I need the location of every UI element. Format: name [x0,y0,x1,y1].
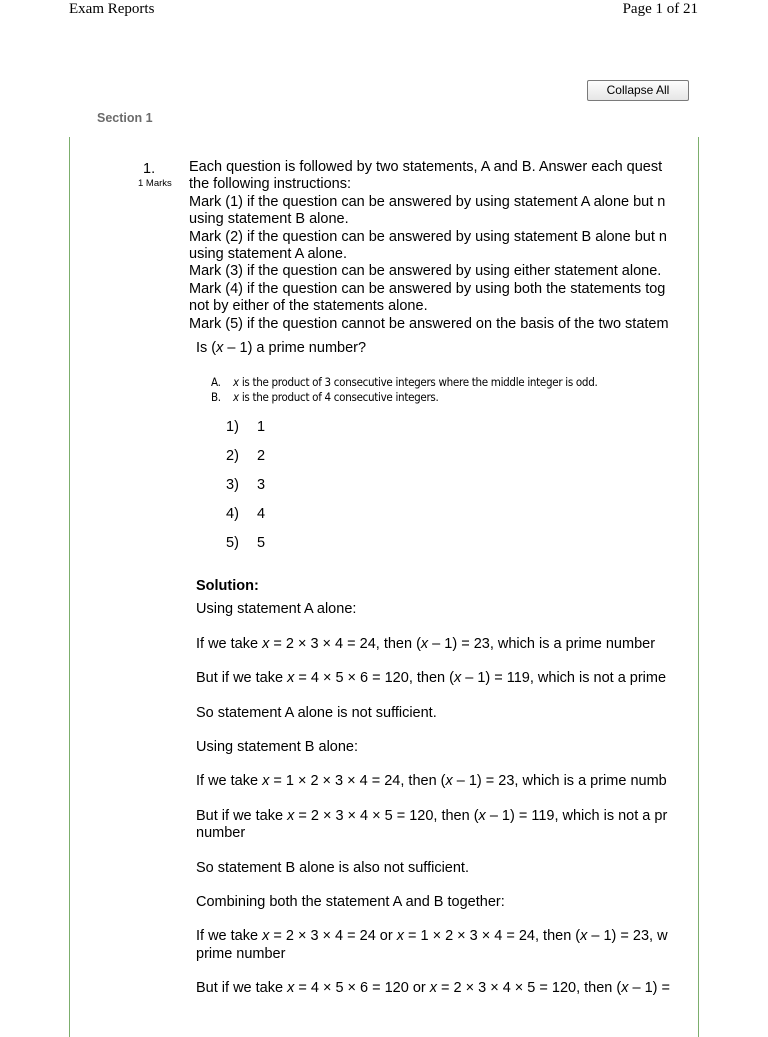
solution-line: Using statement A alone: [196,601,357,618]
instruction-line: the following instructions: [189,176,351,193]
print-header-page-number: Page 1 of 21 [622,1,698,17]
instruction-line: Mark (1) if the question can be answered by using statement A alone but n [189,193,666,210]
solution-line: But if we take x = 4 × 5 × 6 = 120, then (x – 1) = 119, which is not a prime [196,670,667,687]
solution-line: If we take x = 2 × 3 × 4 = 24, then (x – 1) = 23, which is a prime number [196,635,656,652]
question-prompt: Is (x – 1) a prime number? [196,340,367,356]
solution-line: Using statement B alone: [196,739,359,756]
print-header-title: Exam Reports [69,1,155,17]
answer-options [226,419,265,564]
instruction-line: Each question is followed by two statements, A and B. Answer each quest [189,159,663,175]
solution-line: If we take x = 2 × 3 × 4 = 24 or x = 1 × 2 × 3 × 4 = 24, then (x – 1) = 23, w prime number [196,928,668,962]
solution-line: But if we take x = 4 × 5 × 6 = 120 or x = 2 × 3 × 4 × 5 = 120, then (x – 1) = [196,980,670,997]
answer-option[interactable]: 1) 1 [226,419,266,435]
solution-line: If we take x = 1 × 2 × 3 × 4 = 24, then (x – 1) = 23, which is a prime numb [196,773,667,790]
solution-line: Combining both the statement A and B together: [196,894,505,911]
instruction-line: not by either of the statements alone. [189,298,428,315]
question-instructions [189,159,699,333]
instruction-line: Mark (5) if the question cannot be answered on the basis of the two statem [189,315,669,332]
answer-option[interactable]: 3) 3 [226,477,266,493]
instruction-line: Mark (2) if the question can be answered by using statement B alone but n [189,228,667,245]
instruction-line: using statement A alone. [189,246,347,263]
instruction-line: Mark (4) if the question can be answered by using both the statements tog [189,280,666,297]
solution-line: So statement A alone is not sufficient. [196,704,437,721]
question-statements [211,375,597,405]
solution-heading: Solution: [196,578,259,594]
solution-block [196,578,699,1015]
instruction-line: Mark (3) if the question can be answered by using either statement alone. [189,263,662,280]
statement-a: A. x is the product of 3 consecutive integers where the middle integer is odd. [211,375,598,389]
section-title: Section 1 [97,111,153,125]
question-marks: 1 Marks [138,178,172,189]
answer-option[interactable]: 5) 5 [226,535,266,551]
solution-line: So statement B alone is also not sufficient. [196,859,469,876]
section-content [69,137,699,1037]
answer-option[interactable]: 4) 4 [226,506,266,522]
solution-line: But if we take x = 2 × 3 × 4 × 5 = 120, then (x – 1) = 119, which is not a pr number [196,807,668,842]
collapse-all-button[interactable]: Collapse All [587,80,689,101]
instruction-line: using statement B alone. [189,211,349,228]
answer-option[interactable]: 2) 2 [226,448,266,464]
question-number: 1. [143,161,156,177]
statement-b: B. x is the product of 4 consecutive integers. [211,390,439,404]
